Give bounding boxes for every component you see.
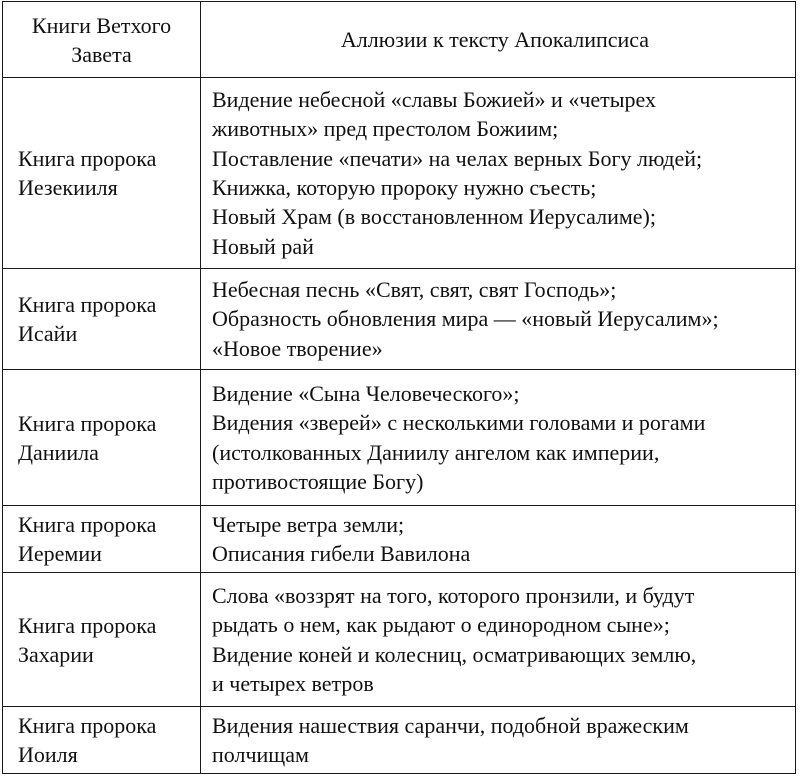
header-cell-allusions	[201, 2, 795, 77]
header-cell-books	[3, 2, 201, 77]
book-name: Книга пророка Исайи	[18, 292, 157, 346]
allusion-line: Описания гибели Вавилона	[212, 541, 471, 566]
allusion-line: рыдать о нем, как рыдают о единородном сыне»;	[212, 612, 670, 638]
allusion-line: Книжка, которую пророку нужно съесть;	[212, 175, 597, 200]
header-books-label: Книги Ветхого Завета	[31, 12, 172, 67]
book-cell	[3, 370, 201, 505]
allusion-line: Небесная песнь «Свят, свят, свят Господь»;	[212, 276, 617, 302]
allusion-line: животных» пред престолом Божиим;	[212, 116, 559, 142]
allusion-line: полчищам	[212, 742, 309, 767]
book-name: Книга пророка Даниила	[18, 410, 157, 465]
table-row	[3, 370, 795, 506]
book-cell	[3, 269, 201, 369]
table-row	[3, 269, 795, 370]
allusion-line: Видение «Сына Человеческого»;	[212, 380, 520, 406]
allusion-line: «Новое творение»	[212, 335, 383, 361]
allusion-line: Видение коней и колесниц, осматривающих землю,	[212, 641, 697, 667]
allusion-line: Образность обновления мира — «новый Иерусалим»;	[212, 306, 719, 332]
allusion-line: Поставление «печати» на челах верных Богу людей;	[212, 145, 703, 171]
book-cell	[3, 573, 201, 706]
allusion-line: противостоящие Богу)	[212, 468, 424, 494]
allusion-line: (истолкованных Даниилу ангелом как империи,	[212, 439, 660, 465]
allusions-cell	[201, 707, 795, 773]
allusion-line: Новый рай	[212, 233, 314, 259]
book-cell	[3, 707, 201, 773]
allusions-cell	[201, 370, 795, 505]
book-cell	[3, 506, 201, 572]
table-row	[3, 573, 795, 707]
allusion-line: Видение небесной «славы Божией» и «четырех	[212, 86, 657, 112]
table-row	[3, 506, 795, 573]
allusions-cell	[201, 269, 795, 369]
allusion-line: Четыре ветра земли;	[212, 511, 405, 537]
allusion-line: Новый Храм (в восстановленном Иерусалиме);	[212, 204, 656, 230]
table-row	[3, 78, 795, 269]
allusion-line: Слова «воззрят на того, которого пронзили, и будут	[212, 582, 695, 608]
book-name: Книга пророка Захарии	[18, 612, 157, 667]
allusion-line: Видения нашествия саранчи, подобной вражеским	[212, 712, 689, 738]
allusion-line: и четырех ветров	[212, 670, 374, 696]
header-allusions-label: Аллюзии к тексту Апокалипсиса	[340, 27, 650, 52]
book-name: Книга пророка Иоиля	[18, 713, 157, 767]
book-name: Книга пророка Иезекииля	[18, 146, 157, 200]
allusions-cell	[201, 573, 795, 706]
book-cell	[3, 78, 201, 268]
book-name: Книга пророка Иеремии	[18, 512, 157, 566]
table-header-row	[3, 2, 795, 78]
allusions-cell	[201, 78, 795, 268]
allusions-cell	[201, 506, 795, 572]
table-row	[3, 707, 795, 773]
allusions-table	[2, 1, 796, 774]
allusion-line: Видения «зверей» с несколькими головами и рогами	[212, 410, 706, 436]
